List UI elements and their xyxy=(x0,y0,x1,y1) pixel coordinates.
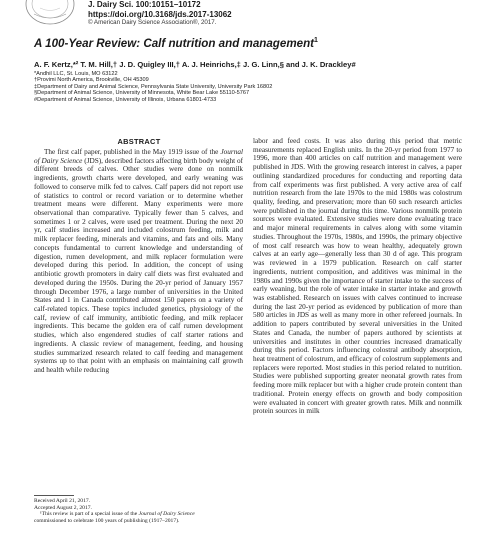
affiliation-line: *Andhil LLC, St. Louis, MO 63122 xyxy=(34,71,118,77)
abstract-paragraph-continued: labor and feed costs. It was also during this period that metric measurements replaced English units. In the 20-yr period from 1977 to 1996, more than 400 articles on calf nutrition and management were published in JDS. With the growing research interest in calves, a paper outlining standardized procedures for conducting and reporting data from calf experiments was first published. A very active area of calf nutrition research from the late 1970s to the mid 1980s was colostrum quality, feeding, and preservation; more than 60 such research articles were published in the journal during this time. Various nonmilk protein sources were evaluated. Extensive studies were done evaluating trace and major mineral requirements in calves along with some vitamin studies. Throughout the 1970s, 1980s, and 1990s, the primary objective of most calf research was how to wean healthy, adequately grown calves at an early age—generally less than 30 d of age. This program was reviewed in a 1979 publication. Research on calf starter ingredients, nutrient composition, and additives was minimal in the 1980s and 1990s given the importance of starter intake to the success of early weaning, but the role of water intake in starter intake and growth was established. Research on issues with calves continued to increase during the last 20-yr period as evidenced by publication of more than 580 articles in JDS as well as many more in other refereed journals. In addition to papers contributed by several universities in the United States and Canada, the number of papers authored by scientists at universities and institutes in other countries increased dramatically during this period. Factors influencing colostral antibody absorption, heat treatment of colostrum, and efficacy of colostrum supplements and replacers were reported. Most studies in this period related to nutrition. Studies were published supporting greater neonatal growth rates from feeding more milk replacer but with a higher crude protein content than traditional. Protein energy effects on growth and body composition were evaluated in concert with greater growth rates. Milk and nonmilk protein sources in milk xyxy=(253,137,462,416)
special-issue-footnote xyxy=(34,511,195,518)
doi-link[interactable]: https://doi.org/10.3168/jds.2017-13062 xyxy=(88,9,232,19)
journal-logo xyxy=(20,0,80,28)
affiliation-line: ‡Department of Dairy and Animal Science, Pennsylvania State University, University Park 16802 xyxy=(34,83,273,90)
journal-header xyxy=(88,0,232,27)
article-title-text: A 100-Year Review: Calf nutrition and management xyxy=(34,37,315,50)
affiliation-line: §Department of Animal Science, University of Minnesota, White Bear Lake 55110-5767 xyxy=(34,90,250,97)
footnote-divider xyxy=(34,495,74,496)
abstract-text: The first calf paper, published in the May 1919 issue of the xyxy=(44,148,221,156)
author-list: A. F. Kertz,*² T. M. Hill,† J. D. Quigley III,† A. J. Heinrichs,‡ J. G. Linn,§ and J. K. Drackley# xyxy=(34,60,356,69)
footnote-text-continued: commissioned to celebrate 100 years of publishing (1917–2017). xyxy=(34,517,180,524)
footnote-text: ¹This review is part of a special issue of the xyxy=(40,511,139,517)
footnote-journal-name: Journal of Dairy Science xyxy=(138,511,195,517)
affiliation-line: #Department of Animal Science, University of Illinois, Urbana 61801-4733 xyxy=(34,96,217,103)
accepted-date: Accepted August 2, 2017. xyxy=(34,504,92,511)
abstract-paragraph xyxy=(34,148,243,375)
affiliation-line: †Provimi North America, Brookville, OH 45309 xyxy=(34,77,149,84)
journal-name: Journal of Dairy Science xyxy=(34,148,243,165)
affiliations xyxy=(34,71,272,103)
title-footnote-marker: 1 xyxy=(314,37,318,45)
received-date: Received April 21, 2017. xyxy=(34,498,91,504)
abstract-text: (JDS), described factors affecting birth body weight of different breeds of calves. Other studies were done on nonmilk ingredients, growth charts were developed, and early weaning was followed to conserve milk fed to calves. Calf papers did not report use of statistics to control or record variation or to determine whether treatment means were different. Many experiments were more observational than comparative. Typically fewer than 5 calves, and sometimes 1 or 2 calves, were used per treatment. During the next 20 yr, calf studies increased and included colostrum feeding, milk and milk replacer feeding, minerals and vitamins, and fats and oils. Many concepts fundamental to current knowledge and understanding of digestion, rumen development, and milk replacer formulation were developed during this period. In addition, the concept of using antibiotic growth promoters in dairy calf diets was first evaluated and developed during the 1950s. During the 20-yr period of January 1957 through December 1976, a large number of universities in the United States and 1 in Canada contributed almost 150 papers on a variety of calf-related topics. These topics included genetics, physiology of the calf, review of calf immunity, antibiotic feeding, and milk replacer ingredients. This became the golden era of calf rumen development studies, which also engendered studies of calf starter rations and ingredients. A classic review of management, feeding, and housing studies summarized research related to calf feeding and management systems up to that point with an emphasis on maintaining calf growth and health while reducing xyxy=(34,156,243,374)
copyright-notice: © American Dairy Science Association®, 2017. xyxy=(88,19,217,27)
article-title xyxy=(34,37,318,50)
article-notes xyxy=(34,498,195,524)
abstract-right-column xyxy=(253,137,462,559)
abstract-left-column xyxy=(34,148,243,464)
abstract-heading: ABSTRACT xyxy=(117,137,161,146)
journal-citation: J. Dairy Sci. 100:10151–10172 xyxy=(88,0,201,9)
